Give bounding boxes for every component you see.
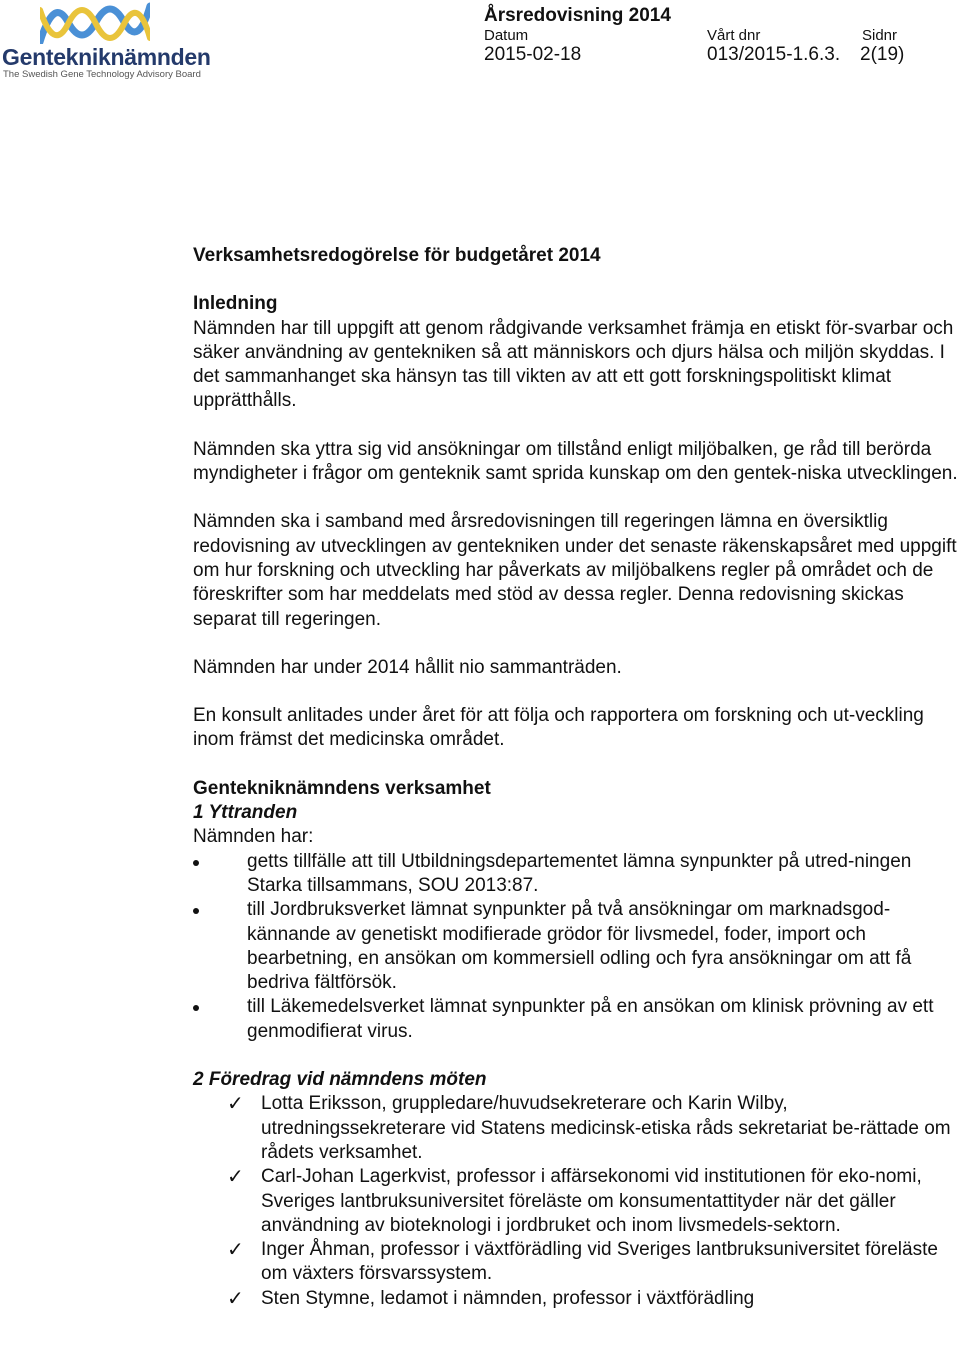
bullet-icon <box>193 1005 199 1011</box>
dna-helix-icon <box>40 2 150 44</box>
list-item-text: till Jordbruksverket lämnat synpunkter på två ansökningar om marknadsgod-kännande av genetiskt modifierade grödor för livsmedel, foder, import och bearbetning, en ansökan om kommersiell odling och fyra ansökningar om att få bedriva fältförsök. <box>247 899 912 994</box>
intro-paragraph-1: Nämnden har till uppgift att genom rådgivande verksamhet främja en etiskt för-svarbar och säker användning av gentekniken så att människors och djurs hälsa och miljön skyddas. I det sammanhanget ska hänsyn tas till vikten av att ett gott forskningspolitiskt klimat upprätthålls. <box>193 317 954 412</box>
bullet-icon <box>193 908 199 914</box>
page-number-value: 2(19) <box>860 44 905 65</box>
date-label: Datum <box>484 27 529 44</box>
checkmark-icon: ✓ <box>227 1287 244 1310</box>
intro-paragraph-4: Nämnden har under 2014 hållit nio sammanträden. <box>193 656 622 678</box>
list-item <box>193 1092 959 1165</box>
list-item <box>193 1165 959 1238</box>
intro-heading: Inledning <box>193 293 278 315</box>
subsection-1-lead: Nämnden har: <box>193 826 314 848</box>
dnr-label: Vårt dnr <box>707 27 761 44</box>
logo <box>0 0 211 84</box>
intro-paragraph-2: Nämnden ska yttra sig vid ansökningar om tillstånd enligt miljöbalken, ge råd till berörda myndigheter i frågor om genteknik samt sprida kunskap om den gentek-niska utvecklingen. <box>193 438 958 485</box>
logo-subtitle: The Swedish Gene Technology Advisory Board <box>3 69 201 80</box>
intro-paragraph-5: En konsult anlitades under året för att följa och rapportera om forskning och ut-veckling inom främst det medicinska området. <box>193 705 924 751</box>
list-item-text: getts tillfälle att till Utbildningsdepartementet lämna synpunkter på utred-ningen Starka tillsammans, SOU 2013:87. <box>247 850 912 896</box>
list-item-text: Inger Åhman, professor i växtförädling vid Sveriges lantbruksuniversitet föreläste om växters försvarssystem. <box>261 1239 938 1285</box>
list-item-text: Carl-Johan Lagerkvist, professor i affärsekonomi vid institutionen för eko-nomi, Sveriges lantbruksuniversitet föreläste om konsumentattityder när det gäller användning av bioteknologi i jordbruket och inom livsmedels-sektorn. <box>261 1166 922 1236</box>
dnr-value: 013/2015-1.6.3. <box>707 44 841 65</box>
date-value: 2015-02-18 <box>484 44 582 65</box>
subsection-1-heading: 1 Yttranden <box>193 802 298 824</box>
list-item-text: Lotta Eriksson, gruppledare/huvudsekreterare och Karin Wilby, utredningssekreterare vid Statens medicinsk-etiska råds sekretariat be-rättade om rådets verksamhet. <box>261 1093 951 1163</box>
statements-list <box>193 850 959 1044</box>
bullet-icon <box>193 860 199 866</box>
list-item <box>193 1238 959 1287</box>
intro-paragraph-3: Nämnden ska i samband med årsredovisningen till regeringen lämna en översiktlig redovisning av utvecklingen av gentekniken under det senaste räkenskapsåret med uppgift om hur forskning och utveckling har påverkats av miljöbalkens regler på området och de föreskrifter som har meddelats med stöd av dessa regler. Denna redovisning skickas separat till regeringen. <box>193 511 957 630</box>
lectures-list <box>193 1092 959 1311</box>
list-item <box>193 850 959 899</box>
checkmark-icon: ✓ <box>227 1239 244 1262</box>
section-heading: Gentekniknämndens verksamhet <box>193 777 491 799</box>
document-body <box>193 244 959 1311</box>
list-item-text: till Läkemedelsverket lämnat synpunkter på en ansökan om klinisk prövning av ett genmodifierat virus. <box>247 996 934 1042</box>
checkmark-icon: ✓ <box>227 1166 244 1189</box>
document-title: Årsredovisning 2014 <box>484 5 671 26</box>
page-title: Verksamhetsredogörelse för budgetåret 2014 <box>193 245 601 266</box>
list-item <box>193 898 959 995</box>
list-item <box>193 995 959 1044</box>
page-number-label: Sidnr <box>862 27 898 44</box>
subsection-2-heading: 2 Föredrag vid nämndens möten <box>193 1069 487 1091</box>
logo-name: Gentekniknämnden <box>2 44 211 70</box>
list-item-text: Sten Stymne, ledamot i nämnden, professor i växtförädling <box>261 1287 755 1309</box>
checkmark-icon: ✓ <box>227 1093 244 1116</box>
list-item <box>193 1287 959 1311</box>
